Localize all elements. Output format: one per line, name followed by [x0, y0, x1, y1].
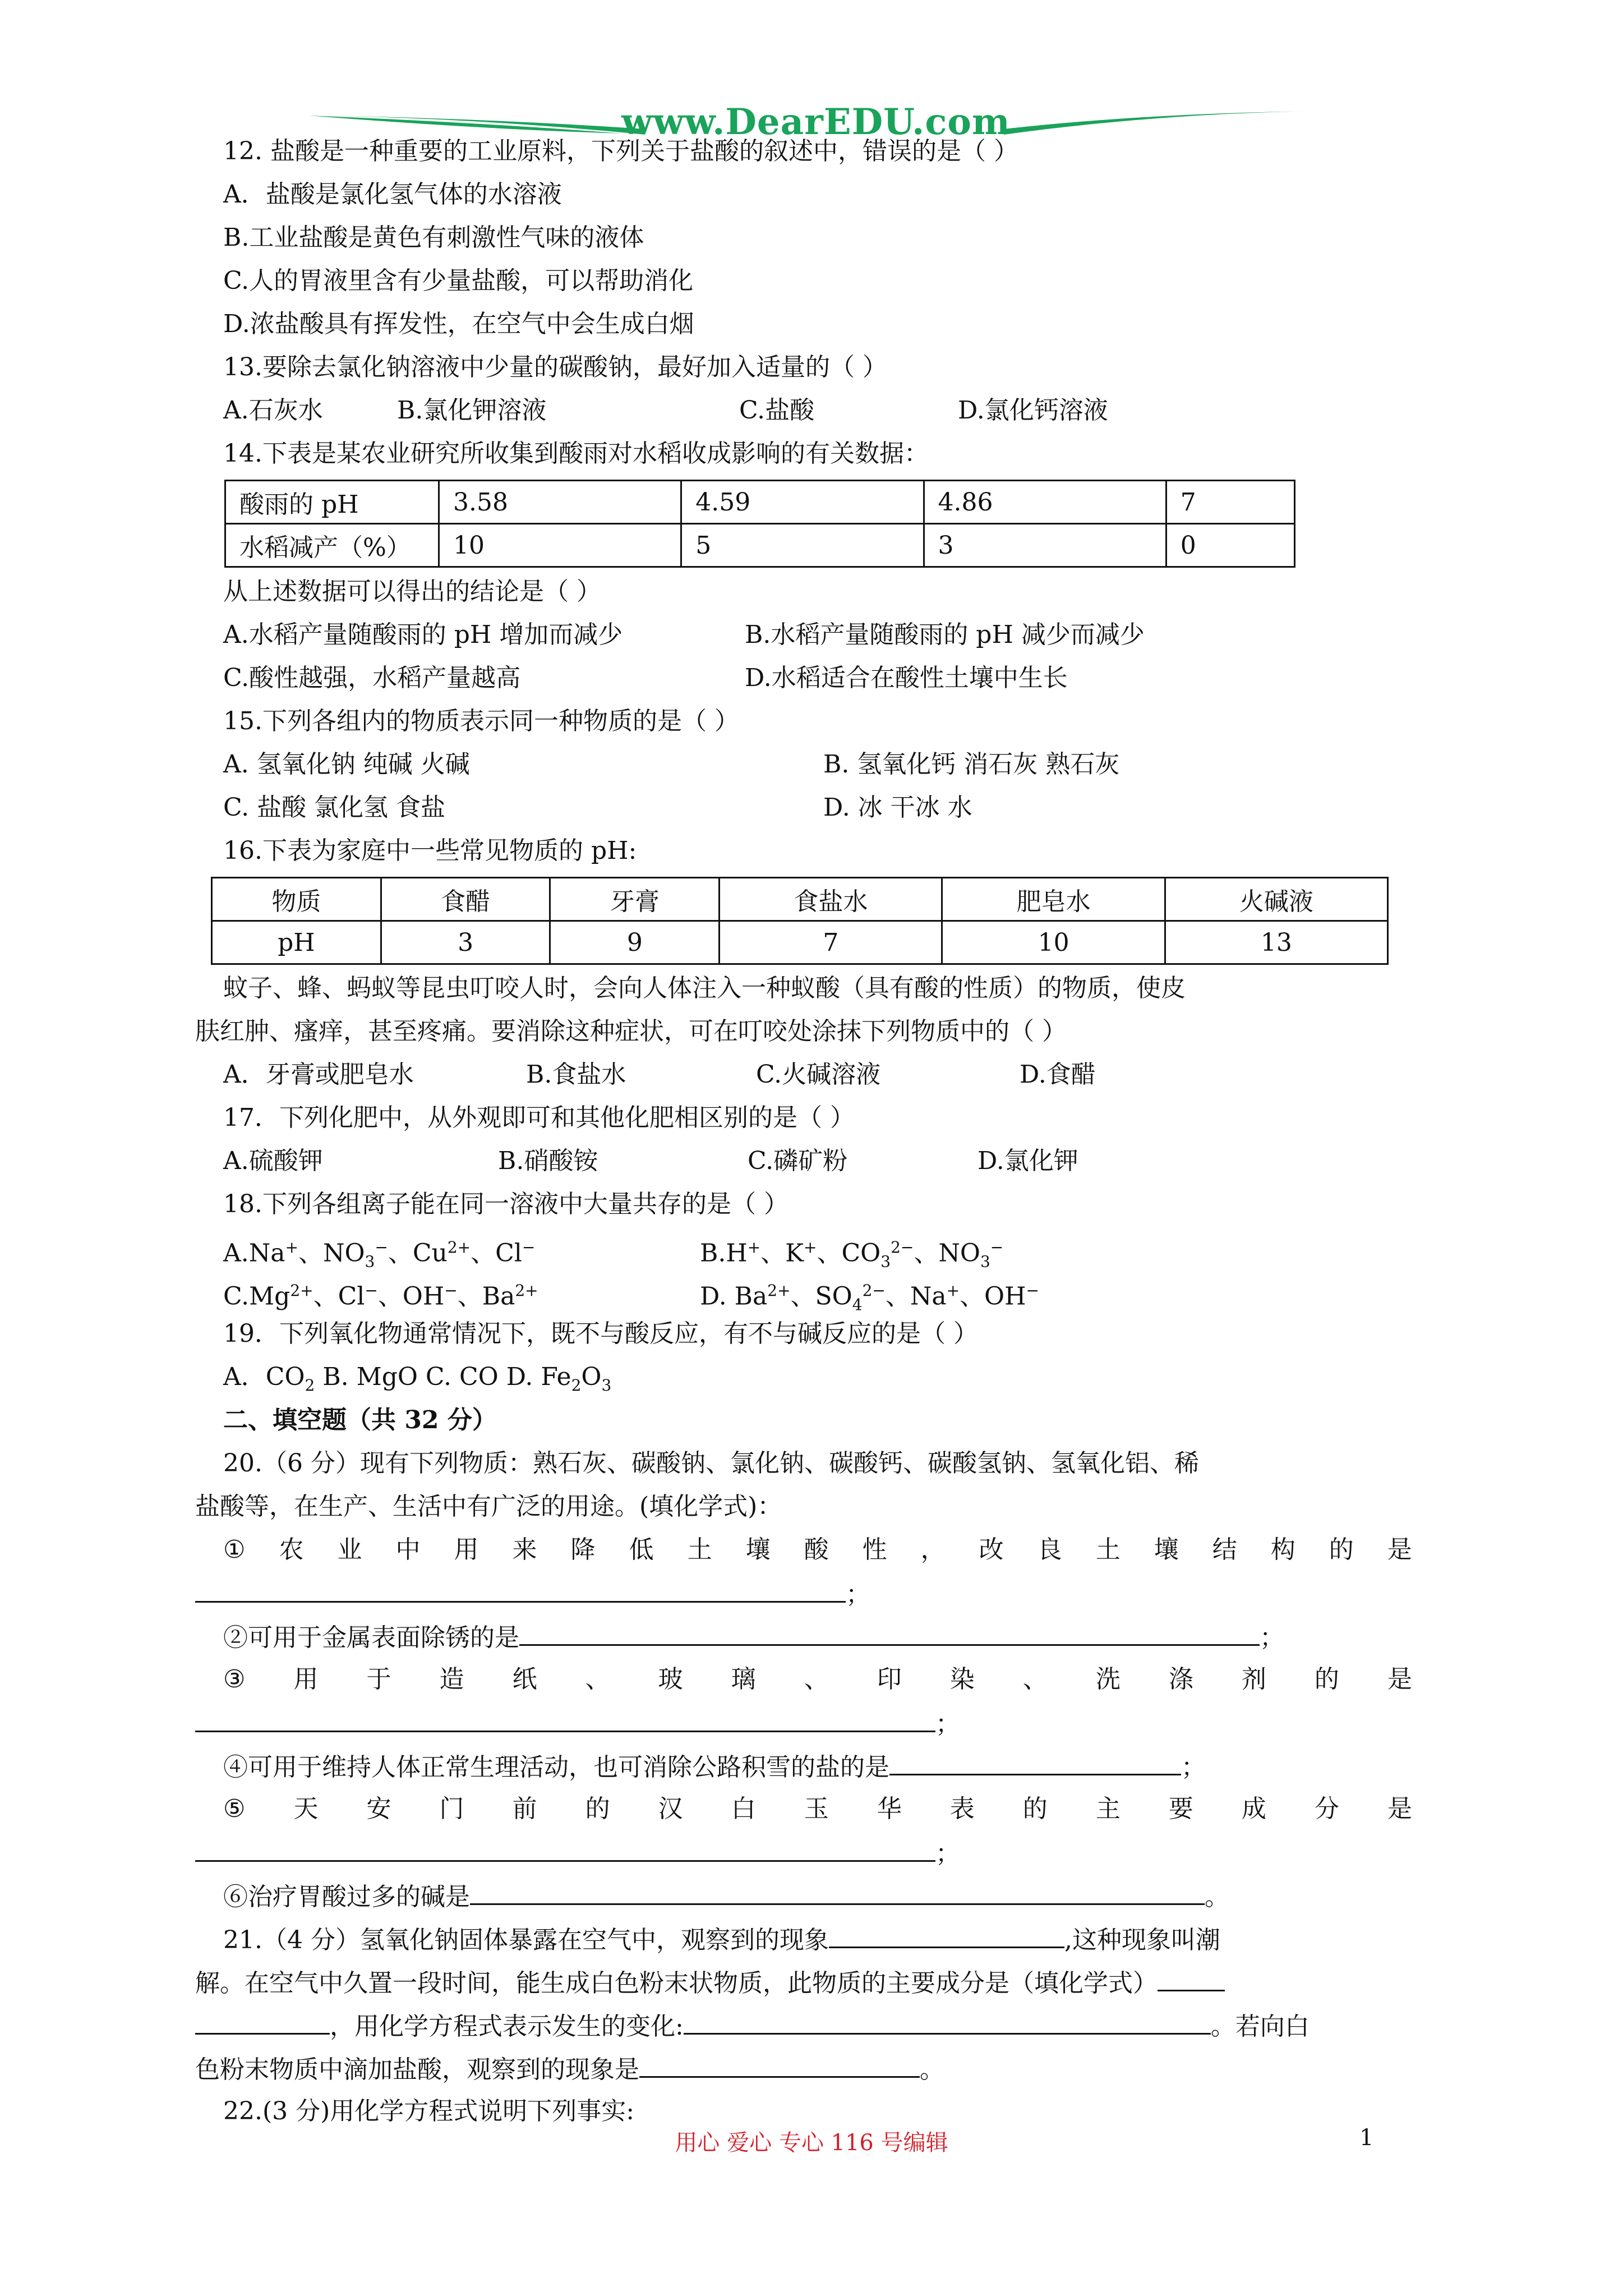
char: 印: [877, 1665, 902, 1694]
table-cell: 10: [942, 921, 1165, 964]
q16-option-b: B.食盐水: [526, 1060, 626, 1089]
char: 降: [570, 1535, 596, 1564]
q13-option-a: A.石灰水: [223, 396, 323, 425]
table-cell: 肥皂水: [942, 878, 1165, 921]
q18-option-b: B.H+、K+、$CO_3^{2-}$、$NO_3^-$: [700, 1238, 1004, 1271]
char: 土: [1095, 1535, 1121, 1564]
char: 的: [1314, 1665, 1339, 1694]
char: 于: [366, 1665, 391, 1694]
table-row: [212, 921, 1388, 964]
answer-blank[interactable]: [470, 1879, 1205, 1905]
table-cell: 火碱液: [1165, 878, 1387, 921]
q15-option-d: D. 冰 干冰 水: [823, 793, 972, 822]
char: 性: [862, 1535, 887, 1564]
char: 业: [337, 1535, 362, 1564]
char: 华: [877, 1795, 902, 1823]
char: 分: [1314, 1795, 1339, 1823]
table-cell: 4.86: [924, 481, 1166, 524]
q17-stem: 17．下列化肥中，从外观即可和其他化肥相区别的是（ ）: [223, 1103, 855, 1132]
table-cell: 5: [681, 524, 924, 567]
table-row: [225, 524, 1295, 567]
q12-option-b: B.工业盐酸是黄色有刺激性气味的液体: [223, 223, 644, 252]
char: 壤: [1154, 1535, 1179, 1564]
char: ①: [223, 1535, 246, 1564]
q19-options: A．$CO_2$ B. MgO C. CO D. $Fe_2O_3$: [223, 1363, 612, 1395]
q20-item-1: [223, 1533, 1412, 1567]
char: 、: [585, 1665, 610, 1694]
q21-text: ,这种现象叫潮: [1064, 1926, 1220, 1954]
answer-blank[interactable]: [195, 2008, 330, 2035]
char: 要: [1168, 1795, 1193, 1823]
char: 成: [1241, 1795, 1266, 1823]
char: 的: [1329, 1535, 1354, 1564]
q13-option-d: D.氯化钙溶液: [958, 396, 1108, 425]
char: ，: [920, 1535, 946, 1564]
q16-paragraph-2: 肤红肿、瘙痒，甚至疼痛。要消除这种症状，可在叮咬处涂抹下列物质中的（ ）: [195, 1017, 1067, 1046]
char: 洗: [1095, 1665, 1121, 1694]
q22-stem: 22.(3 分)用化学方程式说明下列事实:: [223, 2097, 635, 2125]
char: 主: [1095, 1795, 1121, 1823]
q12-stem: 12. 盐酸是一种重要的工业原料，下列关于盐酸的叙述中，错误的是（ ）: [223, 137, 1018, 165]
q13-stem: 13.要除去氯化钠溶液中少量的碳酸钠，最好加入适量的（ ）: [223, 353, 887, 381]
q18-stem: 18.下列各组离子能在同一溶液中大量共存的是（ ）: [223, 1190, 789, 1218]
q21-line-3: [195, 2008, 1310, 2044]
table-cell: 7: [1166, 481, 1294, 524]
char: 是: [1387, 1665, 1412, 1694]
answer-blank[interactable]: [195, 1835, 935, 1862]
table-cell: 物质: [212, 878, 381, 921]
table-cell: 3.58: [439, 481, 681, 524]
char: 涤: [1168, 1665, 1193, 1694]
q16-paragraph-1: 蚊子、蜂、蚂蚁等昆虫叮咬人时，会向人体注入一种蚁酸（具有酸的性质）的物质，使皮: [223, 974, 1186, 1002]
table-cell: 食醋: [381, 878, 550, 921]
table-cell: 4.59: [681, 481, 924, 524]
char: 农: [279, 1535, 304, 1564]
char: 安: [366, 1795, 391, 1823]
footer-editor-note: 用心 爱心 专心 116 号编辑: [675, 2130, 948, 2156]
answer-blank[interactable]: [519, 1619, 1260, 1646]
table-cell: 13: [1165, 921, 1387, 964]
answer-blank[interactable]: [639, 2051, 920, 2078]
table-cell: 3: [924, 524, 1166, 567]
char: 是: [1387, 1795, 1412, 1823]
char: 剂: [1241, 1665, 1266, 1694]
table-cell: 7: [720, 921, 942, 964]
semicolon: ；: [935, 1710, 960, 1738]
q21-text: 色粉末物质中滴加盐酸，观察到的现象是: [195, 2055, 639, 2084]
char: 结: [1212, 1535, 1237, 1564]
q21-text: 21.（4 分）氢氧化钠固体暴露在空气中，观察到的现象: [223, 1926, 829, 1954]
q16-stem: 16.下表为家庭中一些常见物质的 pH:: [223, 836, 637, 865]
q20-line-1: 20.（6 分）现有下列物质：熟石灰、碳酸钠、氯化钠、碳酸钙、碳酸氢钠、氢氧化铝、稀: [223, 1449, 1199, 1478]
char: 、: [1022, 1665, 1048, 1694]
char: 门: [439, 1795, 464, 1823]
q14-option-a: A.水稻产量随酸雨的 pH 增加而减少: [223, 620, 623, 649]
q16-option-a: A．牙膏或肥皂水: [223, 1060, 414, 1089]
q15-option-b: B. 氢氧化钙 消石灰 熟石灰: [823, 750, 1120, 779]
q16-option-d: D.食醋: [1020, 1060, 1096, 1089]
table-cell: 0: [1166, 524, 1294, 567]
char: 造: [439, 1665, 464, 1694]
period: 。: [1205, 1883, 1229, 1911]
char: 天: [293, 1795, 319, 1823]
q14-question: 从上述数据可以得出的结论是（ ）: [223, 577, 601, 606]
q17-option-c: C.磷矿粉: [748, 1147, 848, 1175]
section-title-fill-in: 二、填空题（共 32 分）: [223, 1406, 497, 1434]
char: 中: [395, 1535, 421, 1564]
semicolon: ；: [1181, 1753, 1206, 1782]
table-cell: 牙膏: [550, 878, 720, 921]
char: 酸: [804, 1535, 829, 1564]
q14-option-d: D.水稻适合在酸性土壤中生长: [745, 664, 1068, 692]
char: 来: [512, 1535, 537, 1564]
table-cell: 酸雨的 pH: [225, 481, 439, 524]
q21-line-2: [195, 1965, 1225, 2000]
char: 良: [1037, 1535, 1062, 1564]
q15-option-c: C. 盐酸 氯化氢 食盐: [223, 793, 446, 822]
semicolon: ；: [846, 1580, 870, 1609]
q21-text: 。若向白: [1210, 2012, 1310, 2041]
answer-blank[interactable]: [829, 1922, 1064, 1948]
char: 低: [629, 1535, 654, 1564]
answer-blank[interactable]: [889, 1749, 1181, 1775]
char: 土: [687, 1535, 712, 1564]
answer-blank[interactable]: [1158, 1965, 1225, 1991]
q18-option-c: $C.Mg^{2+}$、Cl−、OH−、$Ba^{2+}$: [223, 1281, 538, 1311]
q21-text: 解。在空气中久置一段时间，能生成白色粉末状物质，此物质的主要成分是（填化学式）: [195, 1969, 1158, 1998]
char: 纸: [512, 1665, 537, 1694]
answer-blank[interactable]: [195, 1576, 846, 1603]
q20-item-3: [223, 1663, 1412, 1696]
char: 玉: [804, 1795, 829, 1823]
q15-option-a: A. 氢氧化钠 纯碱 火碱: [223, 750, 470, 779]
table-cell: 10: [439, 524, 681, 567]
semicolon: ；: [935, 1839, 960, 1868]
q20-item-6: [223, 1879, 1229, 1914]
char: 用: [293, 1665, 319, 1694]
q20-item-2: [223, 1619, 1284, 1655]
char: 染: [949, 1665, 975, 1694]
q12-option-d: D.浓盐酸具有挥发性，在空气中会生成白烟: [223, 310, 694, 338]
q18-option-d: D. $Ba^{2+}$、$SO_4^{2-}$、Na+、OH−: [700, 1281, 1039, 1314]
char: 是: [1387, 1535, 1412, 1564]
char: ③: [223, 1665, 246, 1694]
q15-stem: 15.下列各组内的物质表示同一种物质的是（ ）: [223, 707, 739, 735]
site-url: www.DearEDU.com: [621, 101, 1011, 143]
q17-option-d: D.氯化钾: [978, 1147, 1078, 1175]
table-cell: 食盐水: [720, 878, 942, 921]
q20-item-4: [223, 1749, 1206, 1784]
q20-item-2-text: ②可用于金属表面除锈的是: [223, 1623, 519, 1652]
q14-table: [224, 480, 1295, 568]
table-cell: 9: [550, 921, 720, 964]
char: 的: [585, 1795, 610, 1823]
char: 用: [454, 1535, 479, 1564]
char: 璃: [731, 1665, 756, 1694]
q12-option-c: C.人的胃液里含有少量盐酸，可以帮助消化: [223, 266, 694, 295]
q14-option-c: C.酸性越强，水稻产量越高: [223, 664, 521, 692]
q13-option-b: B.氯化钾溶液: [397, 396, 547, 425]
q18-option-a: A.Na+、$NO_3^-$、$Cu^{2+}$、Cl−: [223, 1238, 536, 1271]
char: 壤: [745, 1535, 771, 1564]
char: 前: [512, 1795, 537, 1823]
q17-option-a: A.硫酸钾: [223, 1147, 323, 1175]
q20-item-1-answer: [195, 1576, 870, 1612]
q20-line-2: 盐酸等，在生产、生活中有广泛的用途。(填化学式)：: [195, 1492, 782, 1521]
answer-blank[interactable]: [684, 2008, 1211, 2035]
q16-option-c: C.火碱溶液: [756, 1060, 881, 1089]
q21-line-1: [223, 1922, 1220, 1957]
char: 改: [979, 1535, 1004, 1564]
q14-option-b: B.水稻产量随酸雨的 pH 减少而减少: [745, 620, 1145, 649]
q21-line-4: [195, 2051, 944, 2087]
char: 表: [949, 1795, 975, 1823]
q20-item-5: [223, 1792, 1412, 1826]
semicolon: ；: [1260, 1623, 1284, 1652]
q21-text: ，用化学方程式表示发生的变化:: [330, 2012, 684, 2041]
q19-stem: 19．下列氧化物通常情况下，既不与酸反应，有不与碱反应的是（ ）: [223, 1319, 978, 1348]
char: 构: [1270, 1535, 1295, 1564]
q20-item-4-text: ④可用于维持人体正常生理活动，也可消除公路积雪的盐的是: [223, 1753, 889, 1782]
q17-option-b: B.硝酸铵: [498, 1147, 598, 1175]
table-row: [225, 481, 1295, 524]
q12-option-a: A．盐酸是氯化氢气体的水溶液: [223, 180, 562, 209]
char: 汉: [658, 1795, 683, 1823]
q14-stem: 14.下表是某农业研究所收集到酸雨对水稻收成影响的有关数据：: [223, 439, 929, 468]
q13-option-c: C.盐酸: [739, 396, 815, 425]
answer-blank[interactable]: [195, 1706, 935, 1732]
char: 、: [804, 1665, 829, 1694]
char: 白: [731, 1795, 756, 1823]
char: ⑤: [223, 1795, 246, 1823]
char: 的: [1022, 1795, 1048, 1823]
char: 玻: [658, 1665, 683, 1694]
table-cell: 水稻减产（%）: [225, 524, 439, 567]
page-number: 1: [1359, 2125, 1374, 2151]
q20-item-6-text: ⑥治疗胃酸过多的碱是: [223, 1883, 470, 1911]
table-row: [212, 878, 1388, 921]
q20-item-3-answer: [195, 1706, 960, 1741]
table-cell: pH: [212, 921, 381, 964]
q21-text: 。: [920, 2055, 944, 2084]
table-cell: 3: [381, 921, 550, 964]
q16-table: [211, 877, 1389, 965]
q20-item-5-answer: [195, 1835, 960, 1871]
